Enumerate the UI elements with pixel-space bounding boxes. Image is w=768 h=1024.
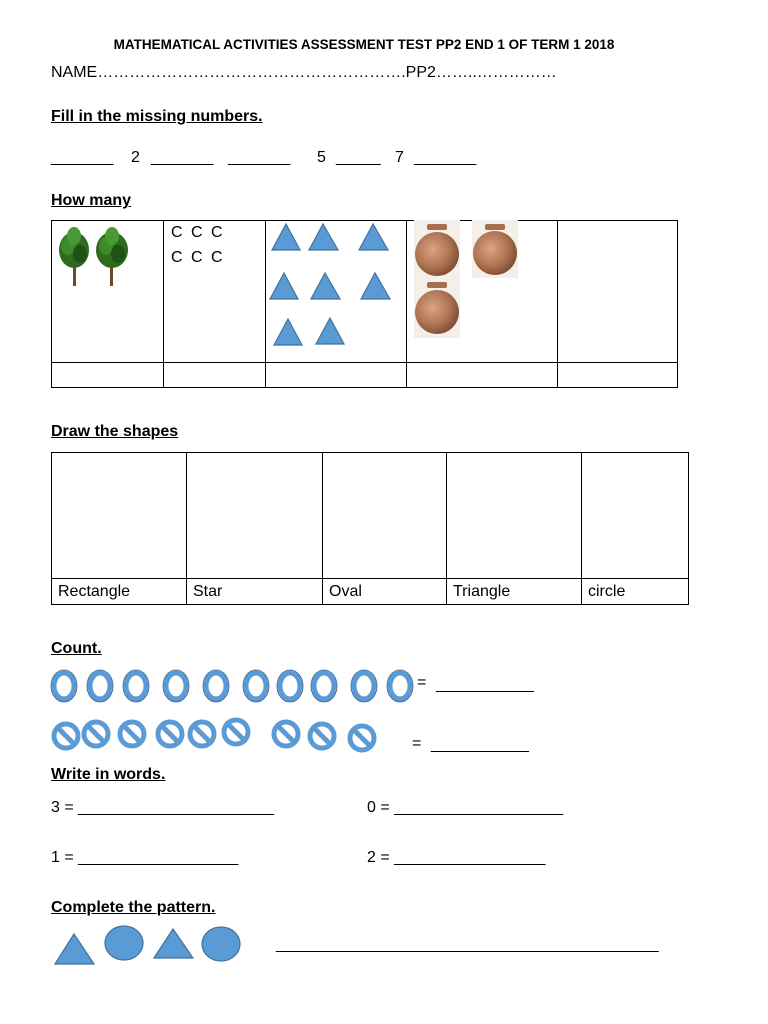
heading-missing-numbers: Fill in the missing numbers. — [51, 108, 263, 125]
triangle-icon — [309, 224, 338, 250]
letters-row-1: C C C — [171, 224, 225, 241]
answer-cell-pots[interactable] — [407, 363, 557, 387]
answer-cell-triangles[interactable] — [266, 363, 406, 387]
crossed-ring-icon — [350, 726, 374, 750]
triangle-icon — [359, 224, 388, 250]
shape-label-rectangle: Rectangle — [58, 583, 131, 600]
word-question-0[interactable]: 0 = ___________________ — [367, 799, 564, 816]
tree-icon — [56, 222, 136, 288]
crossed-ring-icon — [224, 720, 248, 744]
tree-icon — [59, 227, 89, 286]
shape-label-oval: Oval — [329, 583, 362, 600]
triangle-icon — [311, 273, 340, 299]
drawing-cell-triangle[interactable] — [447, 453, 581, 578]
circle-icon — [105, 926, 143, 960]
shape-label-triangle: Triangle — [453, 583, 511, 600]
shape-label-star: Star — [193, 583, 223, 600]
drawing-cell-star[interactable] — [187, 453, 322, 578]
pattern-answer-line[interactable]: ___________________________________________ — [276, 936, 659, 953]
ring-icon — [351, 670, 377, 702]
crossed-ring-icon — [120, 722, 144, 746]
crossed-rings-row-2 — [50, 716, 380, 756]
ring-icon — [163, 670, 189, 702]
triangles-group — [266, 220, 406, 350]
count-row-1-answer[interactable]: ___________ — [436, 676, 534, 693]
pattern-shapes — [52, 924, 246, 968]
heading-count: Count. — [51, 640, 102, 657]
heading-write-in-words: Write in words. — [51, 766, 166, 783]
missing-number-blank-2[interactable]: _______ — [151, 149, 214, 166]
ring-icon — [87, 670, 113, 702]
ring-icon — [51, 670, 77, 702]
missing-number-7: 7 — [395, 149, 404, 166]
count-row-2-equals: = — [412, 735, 422, 752]
crossed-ring-icon — [310, 724, 334, 748]
drawing-cell-rectangle[interactable] — [52, 453, 186, 578]
heading-how-many: How many — [51, 192, 132, 209]
answer-cell-letters[interactable] — [164, 363, 265, 387]
ring-icon — [123, 670, 149, 702]
triangle-icon — [154, 929, 193, 958]
word-question-3[interactable]: 3 = ______________________ — [51, 799, 274, 816]
drawing-cell-circle[interactable] — [582, 453, 688, 578]
crossed-ring-icon — [190, 722, 214, 746]
ring-icon — [277, 670, 303, 702]
crossed-ring-icon — [54, 724, 78, 748]
crossed-ring-icon — [84, 722, 108, 746]
letters-row-2: C C C — [171, 249, 225, 266]
ring-icon — [387, 670, 413, 702]
clay-pot-icon — [414, 278, 460, 338]
ring-icon — [203, 670, 229, 702]
rings-row-1 — [50, 668, 420, 704]
triangle-icon — [270, 273, 298, 299]
word-question-2[interactable]: 2 = _________________ — [367, 849, 546, 866]
shape-label-circle: circle — [588, 583, 626, 600]
circle-icon — [202, 927, 240, 961]
heading-draw-shapes: Draw the shapes — [51, 423, 179, 440]
drawing-cell-oval[interactable] — [323, 453, 446, 578]
ring-icon — [243, 670, 269, 702]
missing-number-5: 5 — [317, 149, 326, 166]
count-row-2-answer[interactable]: ___________ — [431, 736, 529, 753]
triangle-icon — [361, 273, 390, 299]
answer-cell-trees[interactable] — [52, 363, 163, 387]
triangle-icon — [316, 318, 344, 344]
name-line[interactable]: NAME………………………………………………….PP2……..…………… — [51, 64, 557, 81]
tree-icon — [96, 227, 128, 286]
answer-cell-empty[interactable] — [558, 363, 677, 387]
count-row-1-equals: = — [417, 674, 427, 691]
missing-number-2: 2 — [131, 149, 140, 166]
clay-pot-icon — [414, 220, 460, 280]
heading-complete-pattern: Complete the pattern. — [51, 899, 216, 916]
triangle-icon — [272, 224, 300, 250]
clay-pot-icon — [472, 220, 518, 278]
crossed-ring-icon — [158, 722, 182, 746]
crossed-ring-icon — [274, 722, 298, 746]
missing-number-blank-4[interactable]: _____ — [336, 149, 381, 166]
missing-number-blank-3[interactable]: _______ — [228, 149, 291, 166]
triangle-icon — [55, 934, 94, 964]
ring-icon — [311, 670, 337, 702]
triangle-icon — [274, 319, 302, 345]
page-title: MATHEMATICAL ACTIVITIES ASSESSMENT TEST PP2 END 1 OF TERM 1 2018 — [113, 37, 615, 52]
pots-group — [414, 220, 524, 340]
missing-number-blank-5[interactable]: _______ — [414, 149, 477, 166]
word-question-1[interactable]: 1 = __________________ — [51, 849, 239, 866]
missing-number-blank-1[interactable]: _______ — [51, 149, 114, 166]
